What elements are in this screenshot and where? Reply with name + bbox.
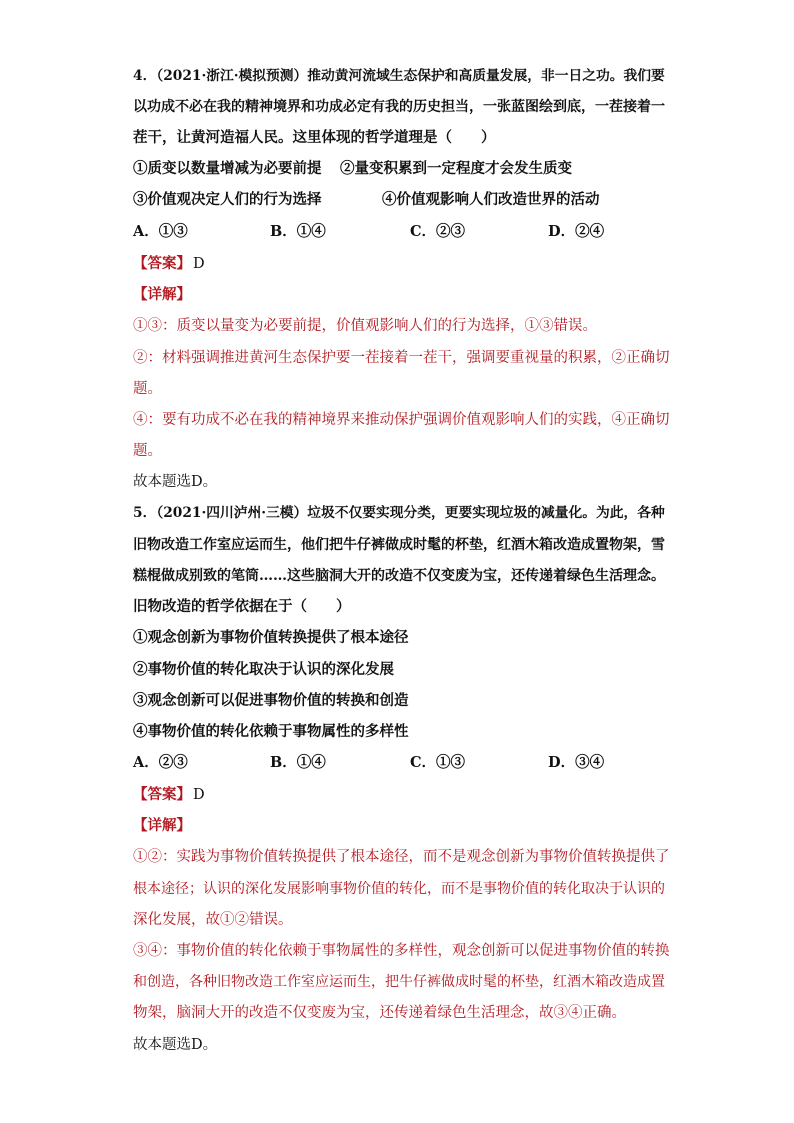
- q5-option-a: A．②③: [133, 754, 188, 771]
- q4-stem-line-3: 茬干，让黄河造福人民。这里体现的哲学道理是（ ）: [133, 129, 496, 146]
- q5-stem-line-4: 旧物改造的哲学依据在于（ ）: [133, 598, 351, 615]
- q4-explain-line-5: 题。: [133, 443, 162, 459]
- q5-stem-line-1: 5．（2021·四川泸州·三模）垃圾不仅要实现分类，更要实现垃圾的减量化。为此，各种: [133, 505, 665, 521]
- q4-option-d: D．②④: [548, 223, 605, 240]
- q5-explain-line-1: ①②：实践为事物价值转换提供了根本途径，而不是观念创新为事物价值转换提供了: [133, 849, 670, 865]
- q5-explain-line-2: 根本途径；认识的深化发展影响事物价值的转化，而不是事物价值的转化取决于认识的: [133, 881, 665, 897]
- q4-conclusion: 故本题选D。: [133, 474, 218, 490]
- q5-statement-2: ②事物价值的转化取决于认识的深化发展: [133, 661, 394, 678]
- q4-option-b: B．①④: [270, 223, 326, 240]
- q4-option-c: C．②③: [410, 223, 466, 240]
- q4-answer: [133, 254, 673, 274]
- q4-answer-value: D: [193, 256, 205, 272]
- q5-answer: [133, 785, 673, 805]
- q4-statement-2: ②量变积累到一定程度才会发生质变: [340, 160, 572, 177]
- q4-explain-line-2: ②：材料强调推进黄河生态保护要一茬接着一茬干，强调要重视量的积累，②正确切: [133, 350, 670, 366]
- q5-stem-line-3: 糕棍做成别致的笔筒……这些脑洞大开的改造不仅变废为宝，还传递着绿色生活理念。: [133, 568, 665, 584]
- q5-answer-value: D: [193, 787, 205, 803]
- q5-explain-line-5: 和创造，各种旧物改造工作室应运而生，把牛仔裤做成时髦的杯垫，红酒木箱改造成置: [133, 974, 665, 990]
- q5-explain-label: 【详解】: [133, 817, 191, 834]
- q5-statement-3: ③观念创新可以促进事物价值的转换和创造: [133, 692, 409, 709]
- q4-explain-line-1: ①③：质变以量变为必要前提，价值观影响人们的行为选择，①③错误。: [133, 318, 597, 334]
- q5-conclusion: 故本题选D。: [133, 1037, 218, 1053]
- q5-explain-line-6: 物架，脑洞大开的改造不仅变废为宝，还传递着绿色生活理念，故③④正确。: [133, 1005, 626, 1021]
- q4-stem-line-1: 4．（2021·浙江·模拟预测）推动黄河流域生态保护和高质量发展，非一日之功。我们要: [133, 68, 665, 84]
- q5-option-c: C．①③: [410, 754, 466, 771]
- q4-statement-4: ④价值观影响人们改造世界的活动: [382, 191, 600, 208]
- q5-explain-line-4: ③④：事物价值的转化依赖于事物属性的多样性，观念创新可以促进事物价值的转换: [133, 943, 670, 959]
- q5-option-b: B．①④: [270, 754, 326, 771]
- q5-statement-4: ④事物价值的转化依赖于事物属性的多样性: [133, 723, 409, 740]
- q5-explain-line-3: 深化发展，故①②错误。: [133, 912, 293, 928]
- q4-explain-line-3: 题。: [133, 381, 162, 397]
- q5-statement-1: ①观念创新为事物价值转换提供了根本途径: [133, 629, 409, 646]
- q4-explain-label: 【详解】: [133, 286, 191, 303]
- q5-answer-label: 【答案】: [133, 786, 191, 803]
- q4-answer-label: 【答案】: [133, 255, 191, 272]
- q4-stem-line-2: 以功成不必在我的精神境界和功成必定有我的历史担当，一张蓝图绘到底，一茬接着一: [133, 99, 665, 115]
- q5-stem-line-2: 旧物改造工作室应运而生，他们把牛仔裤做成时髦的杯垫，红酒木箱改造成置物架，雪: [133, 537, 665, 553]
- q4-statement-3: ③价值观决定人们的行为选择: [133, 191, 322, 208]
- q4-option-a: A．①③: [133, 223, 188, 240]
- q4-statement-1: ①质变以数量增减为必要前提: [133, 160, 322, 177]
- q5-option-d: D．③④: [548, 754, 605, 771]
- q4-explain-line-4: ④：要有功成不必在我的精神境界来推动保护强调价值观影响人们的实践，④正确切: [133, 412, 670, 428]
